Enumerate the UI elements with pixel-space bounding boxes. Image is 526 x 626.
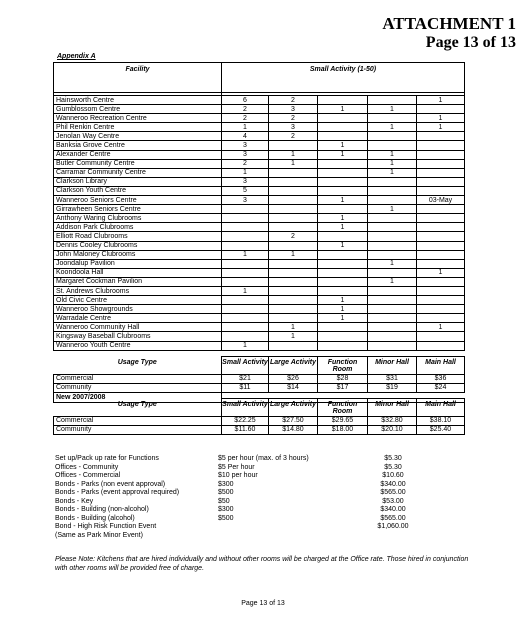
facility-count [269,286,318,295]
facility-count: 1 [318,214,368,223]
rate-new: $53.00 [382,497,404,505]
facility-count: 1 [222,123,269,132]
facility-row [54,132,465,141]
facility-count [368,305,417,314]
facility-count [368,314,417,323]
rate-current: $500 [218,489,234,496]
rate-label: Bonds - Parks (non event approval) [55,480,166,488]
facility-count [368,250,417,259]
facility-count: 1 [318,296,368,305]
attachment-title: ATTACHMENT 1 [382,14,516,33]
facility-count [222,277,269,286]
facility-count [269,314,318,323]
facility-count [222,223,269,232]
table-row: Community $11.60 $14.80 $18.00 $20.10 $25.40 [54,425,465,434]
rate-current: $300 [218,506,234,513]
page-reference: Page 13 of 13 [425,34,516,51]
facility-count [318,250,368,259]
facility-count [368,214,417,223]
facility-count [368,223,417,232]
facility-count [222,268,269,277]
facility-count: 1 [318,314,368,323]
rate-current: $5 Per hour [218,463,255,471]
facility-count: 2 [269,232,318,241]
facility-count [222,241,269,250]
facility-name: Butler Community Centre [54,159,222,168]
facility-row [54,114,465,123]
facility-count [417,232,465,241]
rates-list [55,455,455,540]
facility-name: Dennis Cooley Clubrooms [54,241,222,250]
facility-row [54,341,465,350]
facility-name: Gumblossom Centre [54,105,222,114]
facility-count: 3 [222,196,269,205]
facility-count [368,332,417,341]
facility-count: 1 [222,286,269,295]
facility-count: 1 [318,105,368,114]
rate-row [55,481,455,490]
facility-count [269,241,318,250]
facility-count: 4 [222,132,269,141]
main-hall-col: Main Hall [417,399,465,417]
facility-row [54,296,465,305]
facility-count [417,241,465,250]
facility-count [318,168,368,177]
facility-row [54,159,465,168]
facility-row [54,96,465,105]
facility-count: 3 [269,105,318,114]
rate-row [55,472,455,481]
facility-count [222,214,269,223]
facility-name: Carramar Community Centre [54,168,222,177]
facility-count [417,150,465,159]
facility-row [54,123,465,132]
facility-name: Addison Park Clubrooms [54,223,222,232]
facility-count [318,186,368,195]
large-activity-col: Large Activity [269,399,318,417]
facility-name: Anthony Waring Clubrooms [54,214,222,223]
facility-count [269,277,318,286]
facility-count [318,323,368,332]
function-room-col: Function Room [318,357,368,375]
rate-new: $340.00 [380,506,406,513]
facility-count [417,332,465,341]
facility-row [54,223,465,232]
facility-count [368,96,417,105]
rate-new: $5.30 [384,455,402,462]
facility-row [54,196,465,205]
facility-count [417,223,465,232]
facility-count [368,177,417,186]
fees-new-table [53,398,465,435]
facility-count: 2 [222,159,269,168]
facility-row [54,214,465,223]
rate-new: $340.00 [380,480,406,488]
facility-count [417,314,465,323]
facility-count: 3 [222,150,269,159]
facility-count [368,341,417,350]
facility-count [318,159,368,168]
facility-name: Alexander Centre [54,150,222,159]
rate-current: $500 [218,514,234,522]
facility-count [269,177,318,186]
facility-name: Margaret Cockman Pavilion [54,277,222,286]
facility-count: 3 [222,141,269,150]
facility-count [417,250,465,259]
rate-row [55,464,455,473]
facility-count: 1 [368,168,417,177]
large-activity-col: Large Activity [269,357,318,375]
facility-count [318,123,368,132]
facility-count [417,341,465,350]
rate-label: Bond - High Risk Function Event [55,523,157,530]
facility-count: 1 [269,159,318,168]
facility-count: 1 [417,323,465,332]
facility-count: 3 [222,177,269,186]
facility-count [417,305,465,314]
facility-name: St. Andrews Clubrooms [54,286,222,295]
facility-count [318,205,368,214]
facility-count [318,114,368,123]
minor-hall-col: Minor Hall [368,357,417,375]
facility-table [53,62,465,351]
facility-count: 5 [222,186,269,195]
facility-row [54,105,465,114]
facility-name: Wanneroo Showgrounds [54,305,222,314]
facility-count [417,214,465,223]
facility-count [269,223,318,232]
facility-count: 2 [269,132,318,141]
facility-count: 1 [417,114,465,123]
facility-count [318,132,368,141]
facility-count [222,296,269,305]
facility-count: 2 [222,105,269,114]
facility-count: 1 [368,259,417,268]
rate-row [55,523,455,532]
facility-name: Jenolan Way Centre [54,132,222,141]
facility-name: Phil Renkin Centre [54,123,222,132]
facility-count [417,277,465,286]
facility-count [269,259,318,268]
facility-row [54,168,465,177]
facility-name: Kingsway Baseball Clubrooms [54,332,222,341]
facility-count: 1 [269,250,318,259]
facility-count [318,268,368,277]
facility-count [368,323,417,332]
facility-count [222,259,269,268]
facility-count [368,232,417,241]
facility-count [222,232,269,241]
small-activity-col: Small Activity [222,357,269,375]
facility-row [54,314,465,323]
facility-row [54,332,465,341]
usage-type-header: Usage Type [117,400,157,408]
facility-count [222,305,269,314]
rate-row [55,498,455,507]
appendix-label: Appendix A [57,53,96,60]
facility-count [417,286,465,295]
facility-count [269,341,318,350]
table-row: Commercial $22.25 $27.50 $29.65 $32.80 $38.10 [54,416,465,425]
facility-count [417,186,465,195]
facility-row [54,150,465,159]
facility-name: Clarkson Youth Centre [54,186,222,195]
facility-count: 1 [222,341,269,350]
facility-count: 3 [269,123,318,132]
small-activity-col: Small Activity [222,399,269,417]
rate-row [55,506,455,515]
facility-count [368,296,417,305]
facility-row [54,250,465,259]
facility-count [222,314,269,323]
page-footer: Page 13 of 13 [241,600,285,607]
rate-new: $1,060.00 [377,523,409,530]
facility-count: 2 [269,96,318,105]
facility-count [318,277,368,286]
facility-count [368,186,417,195]
facility-count [417,141,465,150]
facility-row [54,205,465,214]
facility-count [269,186,318,195]
facility-name: Girrawheen Seniors Centre [54,205,222,214]
facility-count [417,132,465,141]
facility-count: 1 [269,150,318,159]
facility-row [54,141,465,150]
facility-count [368,141,417,150]
facility-count: 1 [318,305,368,314]
facility-name: Wanneroo Community Hall [54,323,222,332]
rate-label: Bonds - Building (non-alcohol) [55,506,149,513]
facility-count [269,196,318,205]
function-room-col: Function Room [318,399,368,417]
main-hall-col: Main Hall [417,357,465,375]
facility-count: 1 [417,268,465,277]
rate-row [55,532,455,541]
facility-count [417,259,465,268]
fees-current-table [53,356,465,403]
facility-count [417,296,465,305]
facility-count: 1 [417,123,465,132]
facility-count [368,132,417,141]
facility-count: 1 [222,250,269,259]
facility-count: 2 [222,114,269,123]
small-activity-header: Small Activity (1-50) [222,63,465,93]
facility-count: 1 [318,223,368,232]
facility-count: 1 [417,96,465,105]
facility-name: Wanneroo Recreation Centre [54,114,222,123]
facility-name: John Maloney Clubrooms [54,250,222,259]
facility-count: 1 [222,168,269,177]
facility-count [269,168,318,177]
facility-count: 1 [318,241,368,250]
facility-count: 1 [318,150,368,159]
minor-hall-col: Minor Hall [368,399,417,417]
facility-row [54,259,465,268]
rate-row [55,489,455,498]
facility-count: 1 [368,123,417,132]
facility-count [368,286,417,295]
facility-name: Elliott Road Clubrooms [54,232,222,241]
facility-count: 03-May [417,196,465,205]
facility-count: 1 [269,332,318,341]
table-row: Commercial $21 $26 $28 $31 $36 [54,374,465,383]
rate-label: Offices - Commercial [55,472,121,479]
attachment-header [382,14,516,52]
facility-name: Banksia Grove Centre [54,141,222,150]
facility-count: 1 [368,150,417,159]
facility-count: 1 [318,196,368,205]
facility-count [417,159,465,168]
facility-count [318,259,368,268]
facility-count [417,168,465,177]
facility-count [417,205,465,214]
rate-new: $565.00 [380,489,406,496]
facility-count [417,105,465,114]
facility-name: Koondoola Hall [54,268,222,277]
rate-new: $565.00 [380,514,406,522]
rate-current: $300 [218,480,234,488]
facility-count: 1 [269,323,318,332]
facility-count [269,214,318,223]
facility-name: Joondalup Pavilion [54,259,222,268]
facility-name: Old Civic Centre [54,296,222,305]
rate-current: $10 per hour [218,472,258,479]
facility-row [54,305,465,314]
rate-new: $10.60 [382,472,404,479]
facility-count [318,96,368,105]
rate-label: Set up/Pack up rate for Functions [55,455,159,462]
facility-count [222,332,269,341]
facility-row [54,323,465,332]
facility-count: 1 [368,205,417,214]
facility-row [54,186,465,195]
facility-count [368,241,417,250]
facility-count [222,323,269,332]
facility-row [54,241,465,250]
facility-count [318,332,368,341]
rate-label: Bonds - Key [55,497,94,505]
rate-row [55,515,455,524]
facility-count: 1 [368,159,417,168]
table-row: Community $11 $14 $17 $19 $24 [54,383,465,392]
facility-row [54,286,465,295]
facility-count: 6 [222,96,269,105]
rate-label: Bonds - Building (alcohol) [55,514,135,522]
rate-current: $50 [218,497,230,505]
facility-name: Hainsworth Centre [54,96,222,105]
facility-count: 1 [318,141,368,150]
facility-count: 2 [269,114,318,123]
facility-row [54,232,465,241]
facility-row [54,177,465,186]
facility-count: 1 [368,277,417,286]
facility-count [318,341,368,350]
facility-name: Clarkson Library [54,177,222,186]
facility-count [318,286,368,295]
facility-count [222,205,269,214]
facility-count [269,141,318,150]
facility-count [269,305,318,314]
facility-count [269,268,318,277]
facility-row [54,268,465,277]
kitchen-note: Please Note: Kitchens that are hired individually and without other rooms will be charged at the Office rate. Those hired in conjunction with other rooms will be provided free of charge. [55,556,469,572]
facility-count [368,268,417,277]
facility-count [318,232,368,241]
facility-count [417,177,465,186]
usage-type-header: Usage Type [117,358,157,366]
rate-label: Offices - Community [55,463,119,471]
rate-row [55,455,455,464]
facility-count [269,205,318,214]
facility-count [318,177,368,186]
facility-name: Wanneroo Seniors Centre [54,196,222,205]
rate-current: $5 per hour (max. of 3 hours) [218,455,309,462]
facility-row [54,277,465,286]
new-year-label: New 2007/2008 [54,392,222,402]
rate-label: (Same as Park Minor Event) [55,531,143,539]
rate-new: $5.30 [384,463,402,471]
facility-name: Warradale Centre [54,314,222,323]
rate-label: Bonds - Parks (event approval required) [55,489,180,496]
facility-name: Wanneroo Youth Centre [54,341,222,350]
facility-header: Facility [54,63,222,93]
facility-count [269,296,318,305]
facility-count [368,196,417,205]
facility-count [368,114,417,123]
facility-count: 1 [368,105,417,114]
